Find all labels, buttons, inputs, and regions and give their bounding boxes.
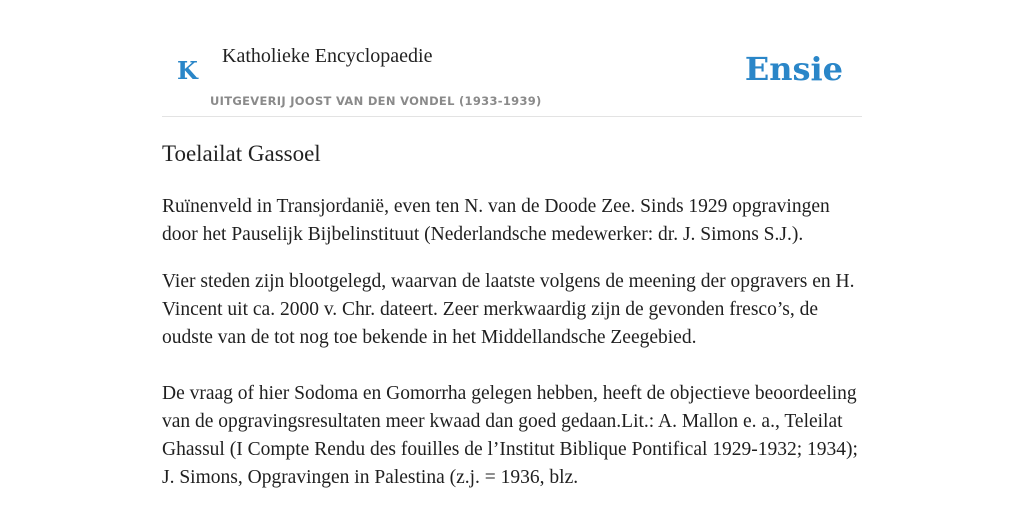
- article: [162, 138, 862, 492]
- ensie-logo-link[interactable]: Ensie: [744, 50, 843, 88]
- article-paragraph-1: Ruïnenveld in Transjordanië, even ten N. van de Doode Zee. Sinds 1929 opgravingen door het Pauselijk Bijbelinstituut (Nederlandsche medewerker: dr. J. Simons S.J.).: [162, 196, 830, 245]
- encyclopedia-title[interactable]: Katholieke Encyclopaedie: [222, 45, 433, 67]
- article-paragraph-3: De vraag of hier Sodoma en Gomorrha gelegen hebben, heeft de objectieve beoordeeling van de opgravingsresultaten meer kwaad dan goed gedaan.Lit.: A. Mallon e. a., Teleilat Ghassul (I Compte Rendu des fouilles de l’Institut Biblique Pontifical 1929-1932; 1934); J. Simons, Opgravingen in Palestina (z.j. = 1936, blz.: [162, 383, 858, 488]
- header: [162, 0, 862, 117]
- publisher-label: UITGEVERIJ JOOST VAN DEN VONDEL (1933-1939): [210, 94, 542, 108]
- article-title: Toelailat Gassoel: [162, 141, 321, 166]
- encyclopedia-logo-icon[interactable]: K: [177, 56, 198, 85]
- article-paragraph-2: Vier steden zijn blootgelegd, waarvan de laatste volgens de meening der opgravers en H. Vincent uit ca. 2000 v. Chr. dateert. Zeer merkwaardig zijn de gevonden fresco’s, de oudste van de tot nog toe bekende in het Middellandsche Zeegebied.: [162, 271, 855, 348]
